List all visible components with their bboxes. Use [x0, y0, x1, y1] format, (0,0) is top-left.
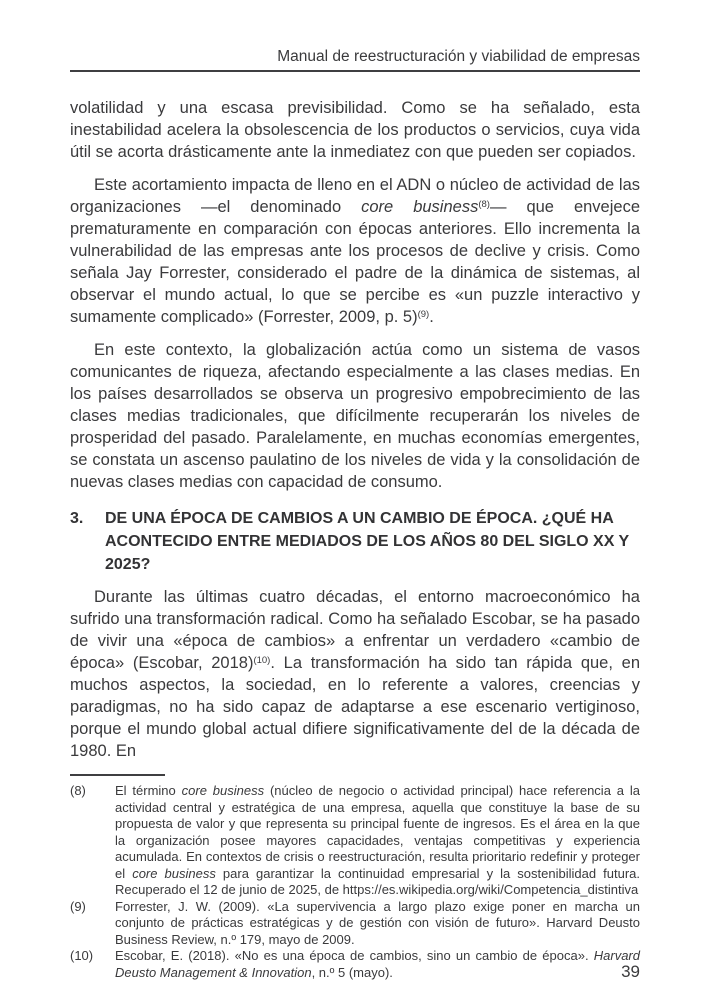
body-paragraph-2: Este acortamiento impacta de lleno en el ADN o núcleo de actividad de las organizaciones —el denominado core business$^{(8)}$— que envejece prematuramente en comparación con épocas anteriores. Ello incrementa la vulnerabilidad de las empresas ante los procesos de declive y crisis. Como señala Jay Forrester, considerado el padre de la dinámica de sistemas, al observar el mundo actual, lo que se percibe es «un puzzle interactivo y sumamente complicado» (Forrester, 2009, p. 5)$^{(9)}$. — [70, 176, 641, 326]
footnotes-section — [70, 774, 640, 981]
footnote-text: Escobar, E. (2018). «No es una época de cambios, sino un cambio de época». Harvard Deusto Management & Innovation, n.º 5 (mayo). — [115, 948, 640, 980]
body-paragraph-1: volatilidad y una escasa previsibilidad. Como se ha señalado, esta inestabilidad acelera la obsolescencia de los productos o servicios, cuya vida útil se acorta drásticamente ante la inmediatez con que pueden ser copiados. — [70, 99, 640, 161]
footnote-text: Forrester, J. W. (2009). «La supervivencia a largo plazo exige poner en marcha un conjunto de prácticas estratégicas y de gestión con visión de futuro». Harvard Deusto Business Review, n.º 179, mayo de 2009. — [115, 898, 640, 947]
footnote-text: El término core business (núcleo de negocio o actividad principal) hace referencia a la actividad central y estratégica de una empresa, aquella que constituye la base de su propuesta de valor y que representa su principal fuente de ingresos. Es el área en la que la organización posee mayores capacidades, ventajas competitivas y experiencia acumulada. En contextos de crisis o reestructuración, resulta prioritario redefinir y proteger el core business para garantizar la continuidad empresarial y la sostenibilidad futura. Recuperado el 12 de junio de 2025, de https://es.wikipedia.org/wiki/Competencia_distintiva — [115, 783, 640, 897]
section-title: DE UNA ÉPOCA DE CAMBIOS A UN CAMBIO DE ÉPOCA. ¿QUÉ HA ACONTECIDO ENTRE MEDIADOS DE LOS AÑOS 80 DEL SIGLO XX Y 2025? — [105, 510, 629, 573]
footnote-number: (10) — [70, 948, 94, 963]
page-header — [70, 0, 640, 72]
header-rule — [70, 70, 640, 72]
body-paragraph-3: En este contexto, la globalización actúa como un sistema de vasos comunicantes de riqueza, afectando especialmente a las clases medias. En los países desarrollados se observa un progresivo empobrecimiento de las clases medias tradicionales, que difícilmente recuperarán los niveles de prosperidad del pasado. Paralelamente, en muchas economías emergentes, se constata un ascenso paulatino de los niveles de vida y la consolidación de nuevas clases medias con capacidad de consumo. — [70, 341, 640, 491]
footnote-10 — [70, 948, 640, 981]
text-block — [70, 0, 640, 981]
running-header-title: Manual de reestructuración y viabilidad de empresas — [277, 48, 640, 65]
footnote-8 — [70, 783, 640, 899]
footnote-9 — [70, 899, 640, 949]
footnote-number: (9) — [70, 898, 86, 914]
body-paragraph-4: Durante las últimas cuatro décadas, el entorno macroeconómico ha sufrido una transformación radical. Como ha señalado Escobar, se ha pasado de vivir una «época de cambios» a enfrentar un verdadero «cambio de época» (Escobar, 2018)$^{(10)}$. La transformación ha sido tan rápida que, en muchos aspectos, la sociedad, en lo referente a valores, creencias y paradigmas, no ha sido capaz de adaptarse a ese escenario vertiginoso, porque el mundo global actual difiere significativamente del de la década de 1980. En — [70, 588, 640, 760]
page-number: 39 — [621, 962, 640, 981]
page-body — [70, 97, 640, 762]
footnote-rule — [70, 774, 165, 776]
footnote-number: (8) — [70, 783, 86, 798]
section-number: 3. — [70, 510, 84, 527]
section-heading — [70, 507, 640, 576]
